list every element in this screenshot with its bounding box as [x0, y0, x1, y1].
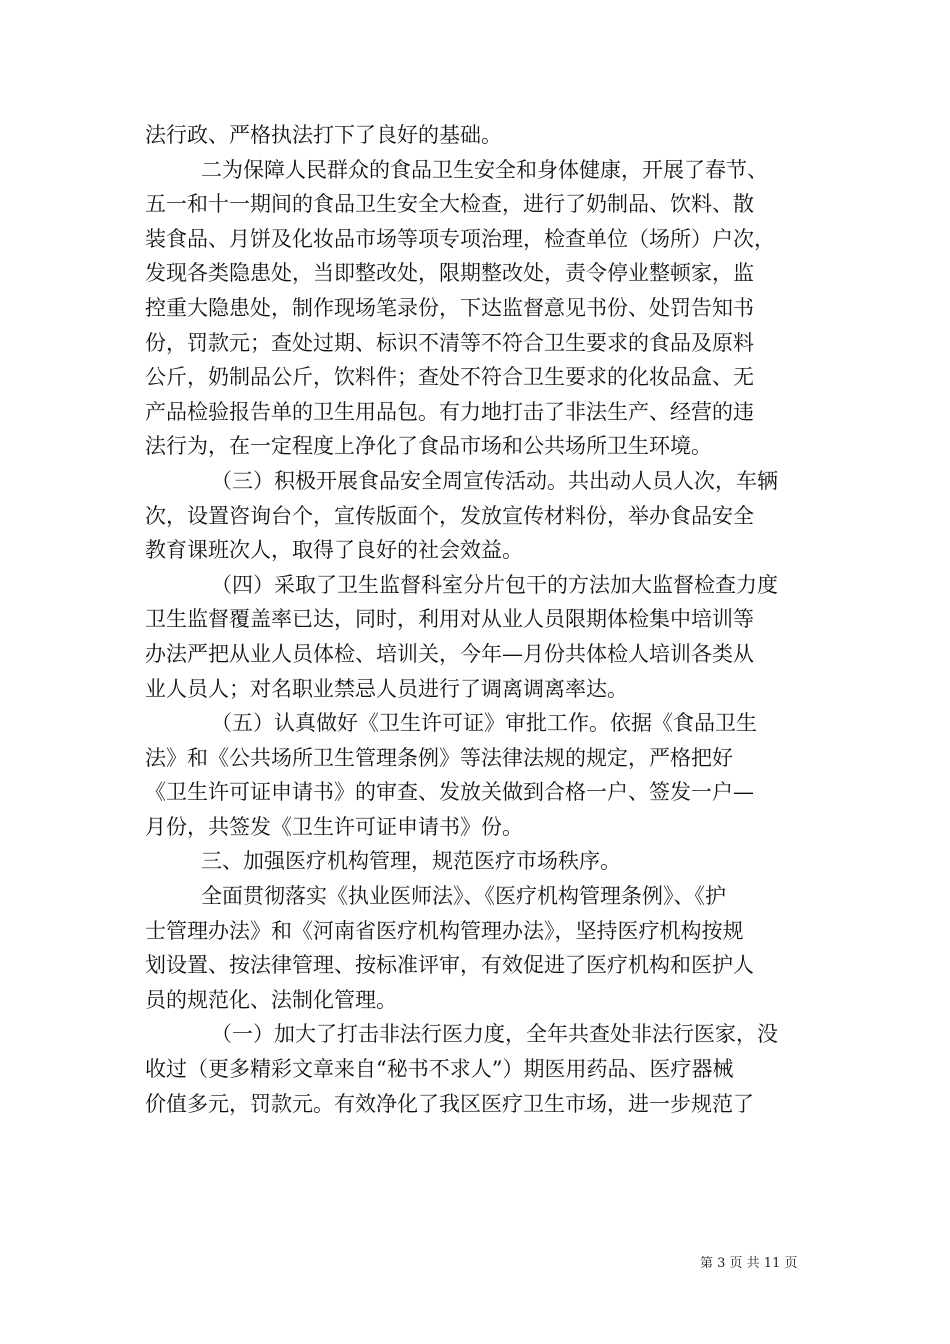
paragraph-start-line: （一）加大了打击非法行医力度，全年共查处非法行医家，没	[211, 1022, 778, 1047]
page-number-footer: 第 3 页 共 11 页	[700, 1256, 798, 1271]
text-line: 办法严把从业人员体检、培训关，今年—月份共体检人培训各类从	[145, 641, 754, 666]
text-line: 士管理办法》和《河南省医疗机构管理办法》，坚持医疗机构按规	[145, 918, 744, 943]
text-line: 月份，共签发《卫生许可证申请书》份。	[145, 814, 523, 839]
paragraph-start-line: 全面贯彻落实《执业医师法》、《医疗机构管理条例》、《护	[201, 884, 726, 909]
text-line: 发现各类隐患处，当即整改处，限期整改处，责令停业整顿家，监	[145, 261, 754, 286]
text-line: 法行政、严格执法打下了良好的基础。	[145, 123, 502, 147]
text-line: 份，罚款元；查处过期、标识不清等不符合卫生要求的食品及原料	[145, 330, 754, 355]
text-line: 价值多元，罚款元。有效净化了我区医疗卫生市场，进一步规范了	[145, 1091, 754, 1116]
text-line: 五一和十一期间的食品卫生安全大检查，进行了奶制品、饮料、散	[145, 192, 754, 217]
paragraph-start-line: （四）采取了卫生监督科室分片包干的方法加大监督检查力度	[211, 572, 778, 597]
text-line: 产品检验报告单的卫生用品包。有力地打击了非法生产、经营的违	[145, 399, 754, 424]
body-text	[145, 118, 815, 1121]
text-line: 装食品、月饼及化妆品市场等项专项治理，检查单位（场所）户次，	[145, 226, 775, 251]
text-line: 《卫生许可证申请书》的审查、发放关做到合格一户、签发一户—	[145, 780, 754, 805]
text-line: 法》和《公共场所卫生管理条例》等法律法规的规定，严格把好	[145, 745, 733, 770]
text-line: 控重大隐患处，制作现场笔录份，下达监督意见书份、处罚告知书	[145, 295, 754, 320]
paragraph-start-line: （五）认真做好《卫生许可证》审批工作。依据《食品卫生	[211, 711, 757, 736]
text-line: 业人员人；对名职业禁忌人员进行了调离调离率达。	[145, 676, 628, 701]
paragraph-start-line: （三）积极开展食品安全周宣传活动。共出动人员人次，车辆	[211, 468, 778, 493]
text-line: 公斤，奶制品公斤，饮料件；查处不符合卫生要求的化妆品盒、无	[145, 365, 754, 390]
text-line: 次，设置咨询台个，宣传版面个，发放宣传材料份，举办食品安全	[145, 503, 754, 528]
text-line: 法行为，在一定程度上净化了食品市场和公共场所卫生环境。	[145, 434, 712, 459]
paragraph-start-line: 二为保障人民群众的食品卫生安全和身体健康，开展了春节、	[201, 157, 768, 182]
section-heading: 三、加强医疗机构管理，规范医疗市场秩序。	[201, 849, 621, 874]
text-line: 收过（更多精彩文章来自“秘书不求人”）期医用药品、医疗器械	[145, 1057, 734, 1082]
text-line: 划设置、按法律管理、按标准评审，有效促进了医疗机构和医护人	[145, 953, 754, 978]
text-line: 员的规范化、法制化管理。	[145, 987, 397, 1012]
text-line: 卫生监督覆盖率已达，同时，利用对从业人员限期体检集中培训等	[145, 607, 754, 632]
text-line: 教育课班次人，取得了良好的社会效益。	[145, 538, 523, 563]
